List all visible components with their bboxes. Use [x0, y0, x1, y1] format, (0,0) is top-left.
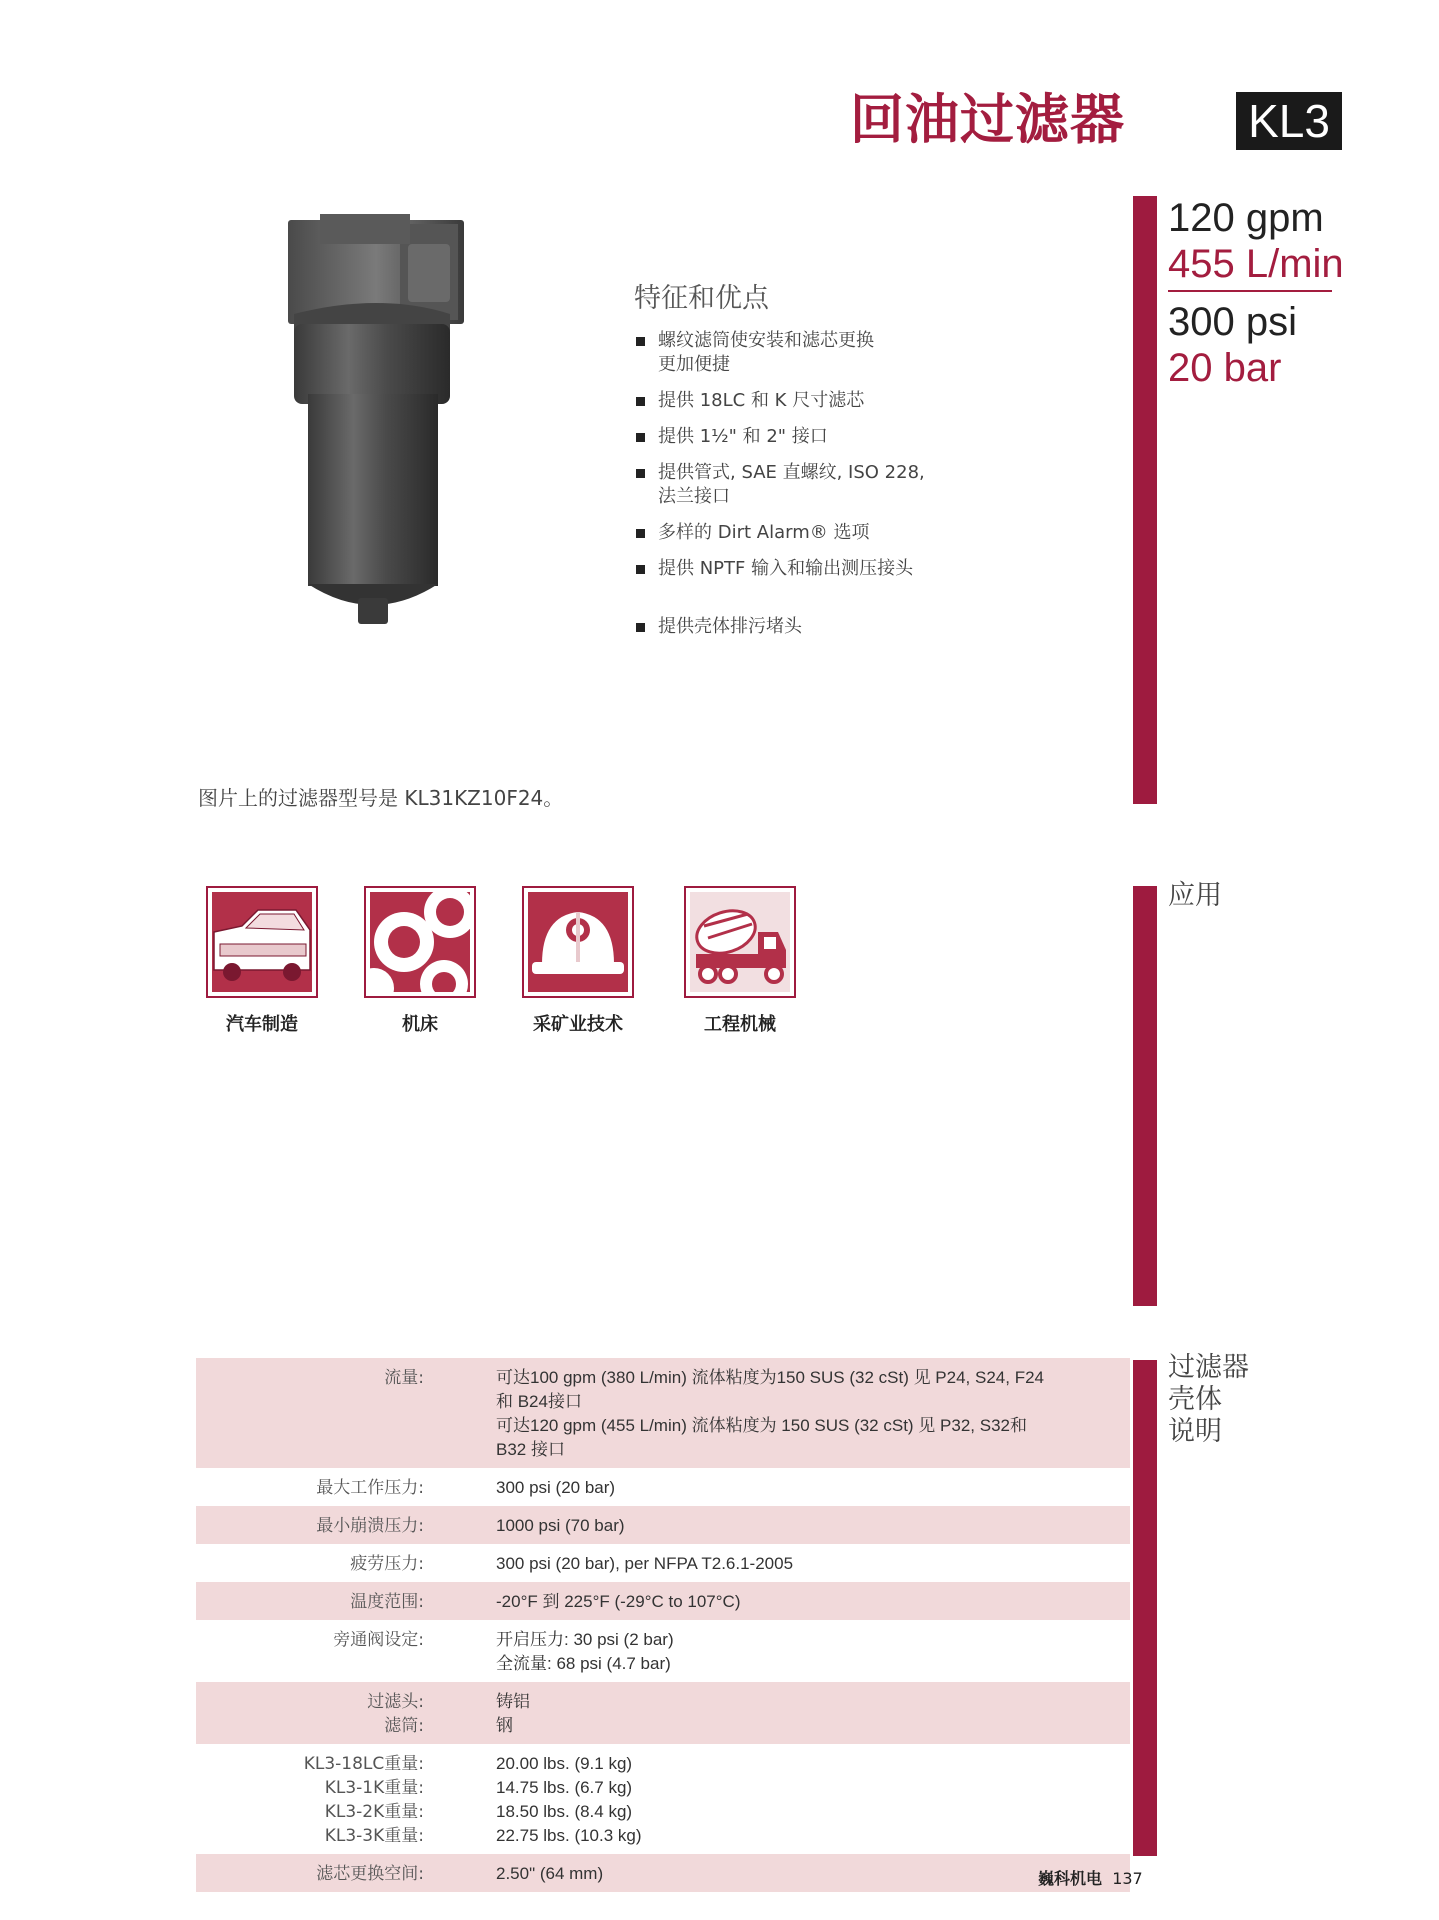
application-label: 机床 [402, 1014, 438, 1035]
accent-bar-specs [1133, 196, 1157, 804]
spec-row [196, 1468, 1130, 1506]
spec-row-label: 过滤头: 滤筒: [367, 1692, 424, 1736]
spec-row [196, 1544, 1130, 1582]
cement-truck-icon [690, 892, 790, 992]
feature-item: 提供 1½" 和 2" 接口 [634, 425, 1074, 449]
spec-row-label: 滤芯更换空间: [316, 1864, 424, 1884]
spec-row [196, 1582, 1130, 1620]
feature-item: 提供壳体排污堵头 [634, 615, 1074, 639]
application-label: 工程机械 [704, 1014, 776, 1035]
spec-row-label: 最大工作压力: [316, 1478, 424, 1498]
features-heading: 特征和优点 [634, 283, 769, 314]
spec-pressure-bar: 20 bar [1168, 346, 1282, 390]
page-number: 137 [1112, 1869, 1143, 1888]
spec-row-label: 旁通阀设定: [333, 1630, 424, 1650]
application-mining [522, 886, 634, 1036]
feature-item: 螺纹滤筒使安装和滤芯更换 更加便捷 [634, 329, 1074, 377]
car-icon [212, 892, 312, 992]
application-automotive [206, 886, 318, 1036]
application-label: 采矿业技术 [533, 1014, 623, 1035]
feature-item: 提供管式, SAE 直螺纹, ISO 228, 法兰接口 [634, 461, 1074, 509]
housing-spec-label: 过滤器 壳体 说明 [1168, 1352, 1249, 1447]
spec-row-label: 最小崩溃压力: [316, 1516, 424, 1536]
accent-bar-housing [1133, 1360, 1157, 1856]
spec-row-value: 300 psi (20 bar), per NFPA T2.6.1-2005 [496, 1554, 794, 1573]
spec-row-label: 温度范围: [350, 1592, 424, 1612]
spec-row-label: 流量: [384, 1368, 424, 1388]
filter-product-image [280, 214, 480, 634]
spec-pressure-psi: 300 psi [1168, 300, 1297, 344]
model-badge: KL3 [1236, 92, 1342, 150]
feature-item: 提供 18LC 和 K 尺寸滤芯 [634, 389, 1074, 413]
image-caption: 图片上的过滤器型号是 KL31KZ10F24。 [198, 786, 564, 810]
feature-item: 多样的 Dirt Alarm® 选项 [634, 521, 1074, 545]
feature-item: 提供 NPTF 输入和输出测压接头 [634, 557, 1074, 581]
application-machine-tool [364, 886, 476, 1036]
spec-row-value: 20.00 lbs. (9.1 kg) 14.75 lbs. (6.7 kg) 18.50 lbs. (8.4 kg) 22.75 lbs. (10.3 kg) [496, 1754, 642, 1845]
spec-row-label: KL3-18LC重量: KL3-1K重量: KL3-2K重量: KL3-3K重量: [303, 1754, 424, 1846]
page-footer [1038, 1866, 1143, 1889]
spec-row [196, 1744, 1130, 1854]
spec-row [196, 1682, 1130, 1744]
applications-label: 应用 [1168, 880, 1222, 911]
spec-row-value: 1000 psi (70 bar) [496, 1516, 625, 1535]
features-section [634, 276, 1074, 651]
accent-bar-applications [1133, 886, 1157, 1306]
spec-row-value: 2.50" (64 mm) [496, 1864, 604, 1883]
footer-brand: 巍科机电 [1038, 1869, 1103, 1888]
features-list [634, 329, 1074, 639]
spec-flow-lpm: 455 L/min [1168, 242, 1344, 286]
spec-row-value: 300 psi (20 bar) [496, 1478, 616, 1497]
spec-row [196, 1358, 1130, 1468]
spec-row [196, 1620, 1130, 1682]
application-label: 汽车制造 [226, 1014, 298, 1035]
spec-row-value: 开启压力: 30 psi (2 bar) 全流量: 68 psi (4.7 bar) [496, 1630, 674, 1673]
spec-row-label: 疲劳压力: [350, 1554, 424, 1574]
hard-hat-icon [528, 892, 628, 992]
spec-flow-gpm: 120 gpm [1168, 196, 1324, 240]
spec-row [196, 1854, 1130, 1892]
spec-row [196, 1506, 1130, 1544]
application-construction [684, 886, 796, 1036]
page-title: 回油过滤器 [850, 88, 1125, 151]
spec-row-value: -20°F 到 225°F (-29°C to 107°C) [496, 1592, 741, 1611]
spec-row-value: 铸铝 钢 [496, 1692, 530, 1735]
gears-icon [370, 892, 470, 992]
spec-row-value: 可达100 gpm (380 L/min) 流体粘度为150 SUS (32 cSt) 见 P24, S24, F24 和 B24接口 可达120 gpm (455 L/min) 流体粘度为 150 SUS (32 cSt) 见 P32, S32和 B32 接口 [496, 1368, 1044, 1459]
housing-spec-table [196, 1358, 1130, 1892]
spec-divider [1168, 290, 1332, 292]
